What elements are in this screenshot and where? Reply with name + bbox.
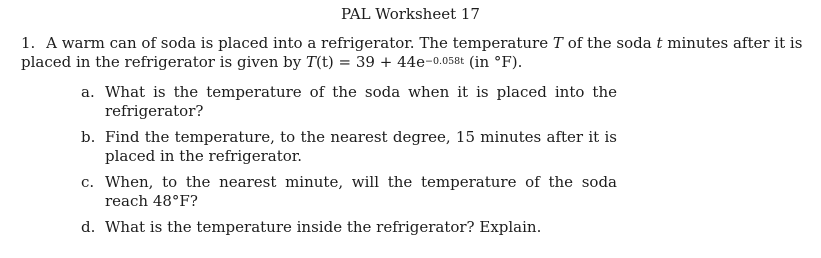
part-text: When, to the nearest minute, will the temperature of the soda reach 48°F? <box>105 173 617 210</box>
question-part-a <box>81 83 617 121</box>
part-letter: a. <box>81 83 95 101</box>
problem-mid-2: minutes after it is placed in the refrigerator is given by <box>21 34 803 71</box>
equation-argument: (t) <box>316 53 334 71</box>
equation-function: T <box>306 53 317 71</box>
question-part-c <box>81 173 617 211</box>
question-part-d <box>81 218 617 237</box>
problem-statement <box>21 34 811 72</box>
worksheet-title: PAL Worksheet 17 <box>341 5 480 23</box>
problem-units: (in °F). <box>468 53 523 71</box>
equation-exponent: −0.058t <box>425 56 465 67</box>
part-letter: c. <box>81 173 95 191</box>
problem-number: 1. <box>21 34 36 52</box>
part-text: What is the temperature of the soda when it is placed into the refrigerator? <box>105 83 617 120</box>
variable-t: t <box>656 34 663 52</box>
equation-rhs: = 39 + 44e <box>338 53 426 71</box>
part-text: What is the temperature inside the refrigerator? Explain. <box>105 218 542 236</box>
problem-intro: A warm can of soda is placed into a refrigerator. The temperature <box>46 34 549 52</box>
temperature-equation <box>306 53 464 71</box>
part-letter: b. <box>81 128 96 146</box>
question-parts <box>81 83 617 244</box>
part-letter: d. <box>81 218 96 236</box>
variable-T: T <box>552 34 563 52</box>
problem-mid-1: of the soda <box>567 34 652 52</box>
part-text: Find the temperature, to the nearest degree, 15 minutes after it is placed in the refrigerator. <box>105 128 617 165</box>
question-part-b <box>81 128 617 166</box>
